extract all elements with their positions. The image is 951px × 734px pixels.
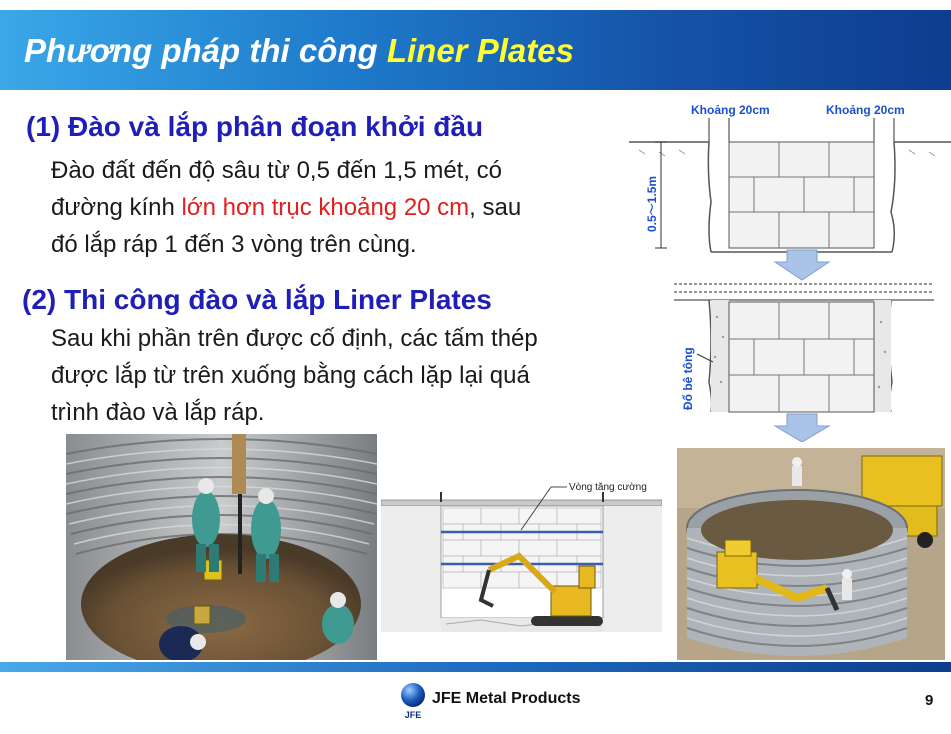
gap-left-label: Khoảng 20cm [691,103,770,117]
ring-label: Vòng tăng cường [569,482,647,493]
section1-line2-end: , sau [469,194,522,221]
title-accent: Liner Plates [386,32,574,69]
construction-diagram [629,92,951,442]
shaft-render-image [677,448,945,660]
title-main: Phương pháp thi công [24,32,378,69]
excavator-diagram [381,474,662,636]
shaft-photo-svg [66,434,377,660]
slide-title [24,32,574,70]
footer-bar [0,662,951,672]
page-number: 9 [925,692,934,709]
section2-line1: Sau khi phần trên được cố định, các tấm thép [51,325,538,352]
section1-line2-start: đường kính [51,194,182,221]
title-bar [0,10,951,90]
jfe-logo-icon [398,682,428,720]
section2-text [51,320,651,431]
shaft-workers-photo [66,434,377,660]
section1-highlight: lớn hơn trục khoảng 20 cm [181,194,470,221]
render-svg [677,448,945,660]
section2-heading: (2) Thi công đào và lắp Liner Plates [22,284,492,315]
gap-right-label: Khoảng 20cm [826,103,905,117]
depth-label: 0.5～1.5m [645,175,659,232]
section2-line3: trình đào và lắp ráp. [51,399,265,426]
logo-text: JFE [404,710,422,720]
jfe-logo [398,682,428,720]
diagram-svg [629,92,951,442]
section1-heading: (1) Đào và lắp phân đoạn khởi đầu [26,111,484,142]
section1-line3: đó lắp ráp 1 đến 3 vòng trên cùng. [51,231,417,258]
section1-line1: Đào đất đến độ sâu từ 0,5 đến 1,5 mét, có [51,157,503,184]
section1-text [51,152,631,263]
section2-line2: được lắp từ trên xuống bằng cách lặp lại quá [51,362,530,389]
section1-line2 [51,189,631,226]
concrete-label: Đổ bê tông [681,347,695,410]
footer-brand: JFE Metal Products [432,690,581,707]
excavator-svg [381,474,662,636]
